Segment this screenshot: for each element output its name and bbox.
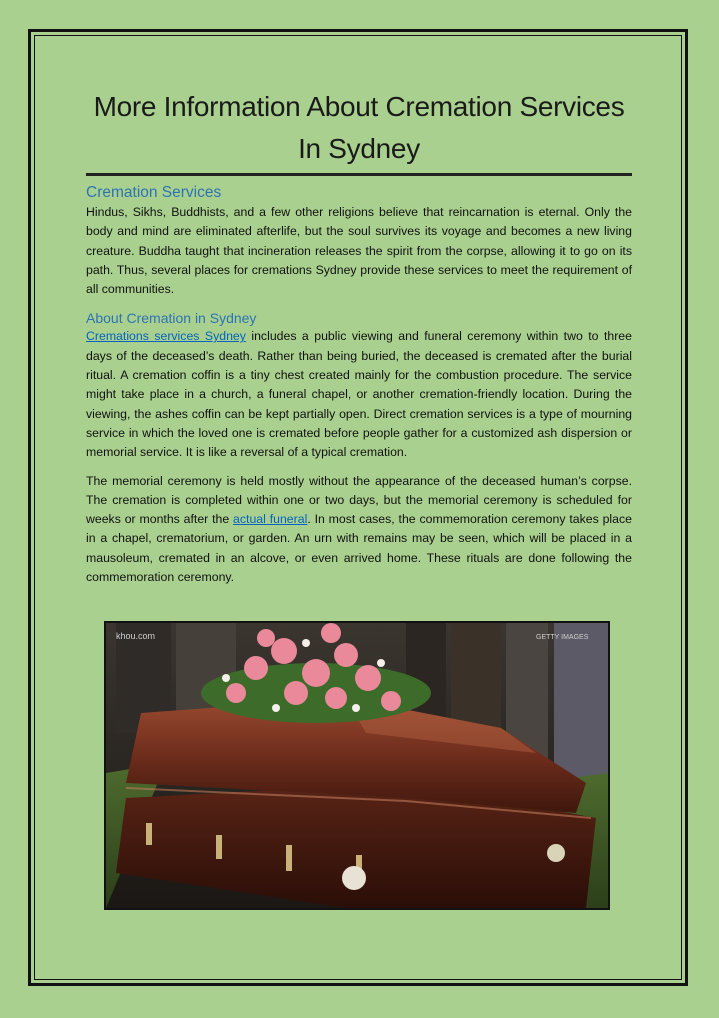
title-divider [86,173,632,176]
paragraph-memorial-before: The memorial ceremony is held mostly without the appearance of the deceased human’s corpse. The cremation is completed within one or two days, but the memorial ceremony is scheduled for weeks or months after the [86,473,632,527]
watermark-left: khou.com [116,631,156,641]
casket-photo [104,621,610,910]
watermark-right: GETTY IMAGES [536,634,589,641]
section-heading-cremation-services: Cremation Services [86,184,222,201]
casket-illustration [106,623,608,908]
paragraph-religions: Hindus, Sikhs, Buddhists, and a few other religions believe that reincarnation is eternal. Only the body and mind are eliminated afterlife, but the soul survives its voyage and becomes a new living creature. Buddha taught that incineration releases the spirit from the corpse, allowing it to go on its path. Thus, several places for cremations Sydney provide these services to meet the requirement of all communities. [86,205,632,297]
paragraph-memorial [86,472,632,588]
paragraph-services [86,327,632,462]
actual-funeral-link[interactable]: actual funeral [233,512,308,527]
document-body [86,86,632,587]
paragraph-services-text: includes a public viewing and funeral ceremony within two to three days of the deceased’s death. Rather than being buried, the deceased is cremated after the burial ritual. A cremation coffin is a tiny chest created mainly for the combustion procedure. The service might take place in a church, a funeral chapel, or another cremation-friendly location. During the viewing, the ashes coffin can be kept partially open. Direct cremation services is a type of mourning service in which the loved one is cremated before people gather for a customized ash dispersion or memorial service. It is like a reversal of a typical cremation. [86,329,632,460]
paragraph-memorial-after: . In most cases, the commemoration ceremony takes place in a chapel, crematorium, or garden. An urn with remains may be seen, which will be placed in a mausoleum, cremated in an alcove, or even arrived home. These rituals are done following the commemoration ceremony. [86,512,632,585]
page-title: More Information About Cremation Services In Sydney [93,91,625,164]
cremations-services-sydney-link[interactable]: Cremations services Sydney [86,329,246,344]
section-heading-about-cremation: About Cremation in Sydney [86,310,257,327]
